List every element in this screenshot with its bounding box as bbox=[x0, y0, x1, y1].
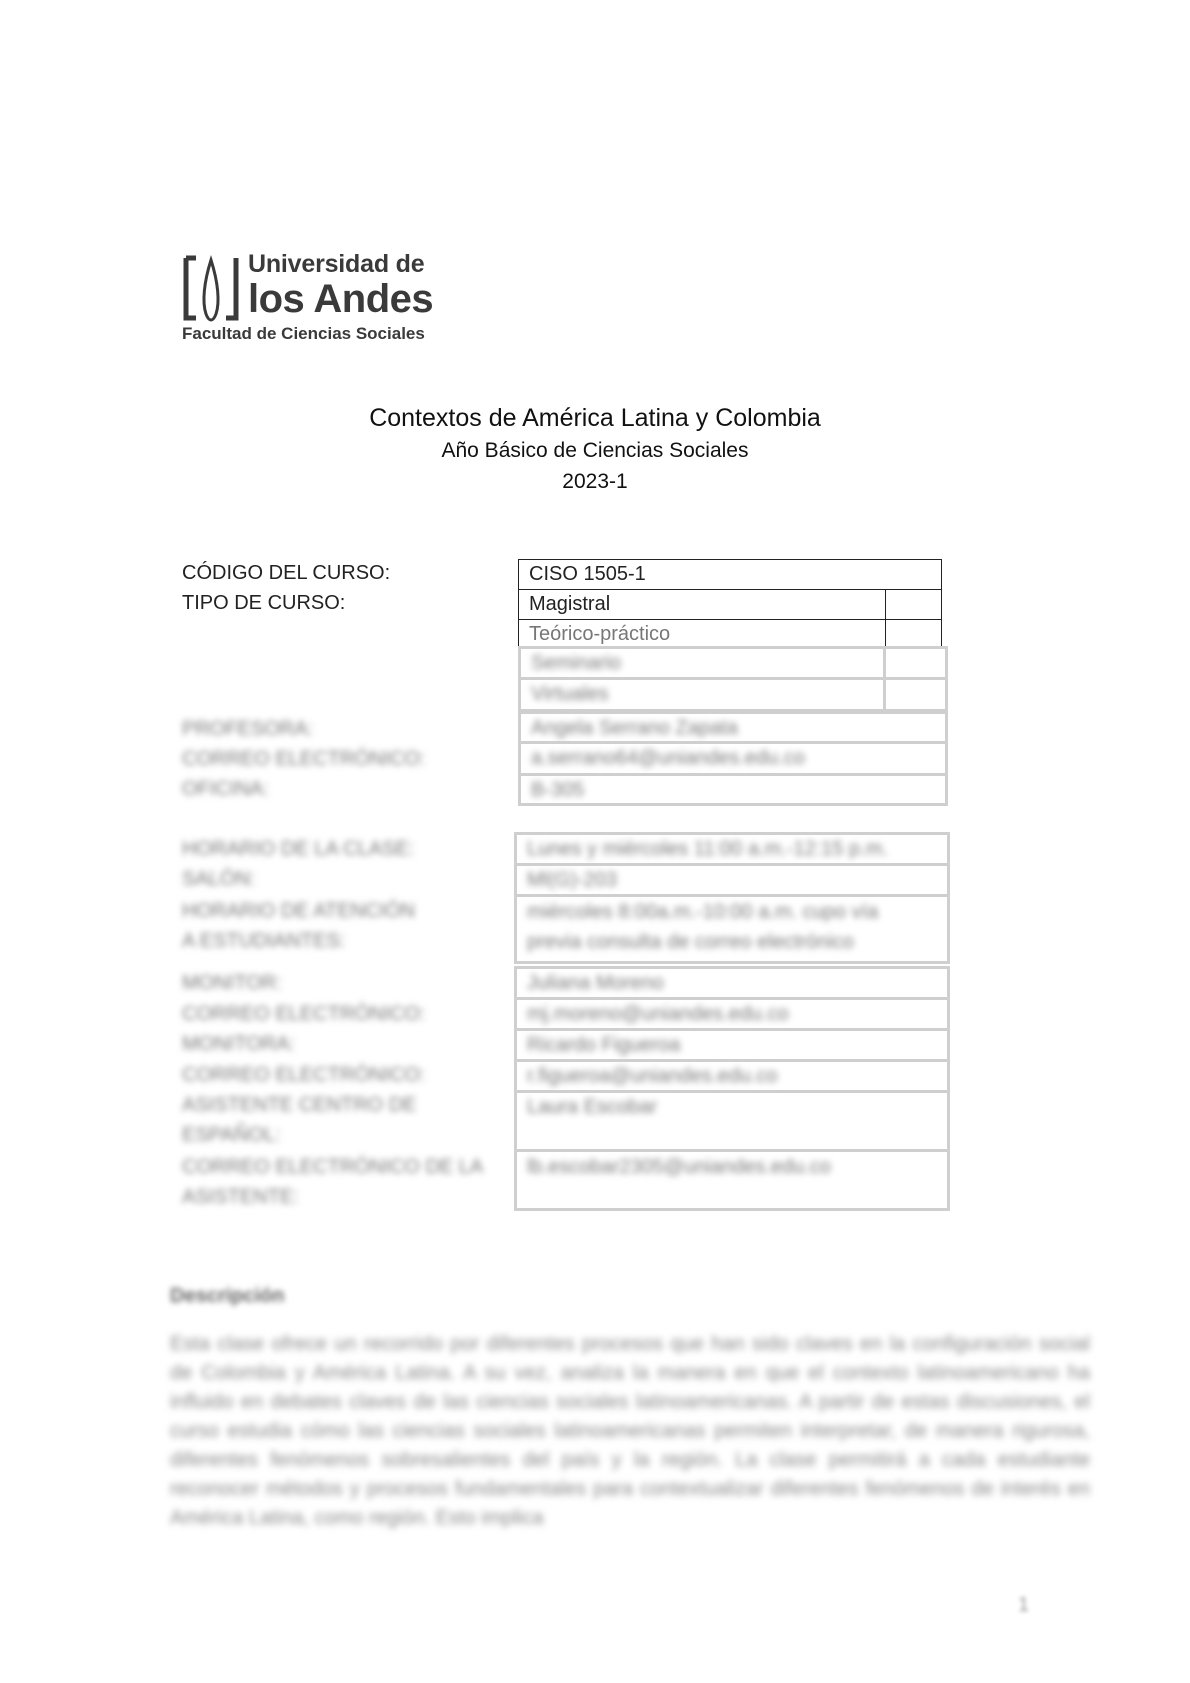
monitor-email-label: CORREO ELECTRÓNICO: bbox=[182, 1003, 426, 1025]
description-body: Esta clase ofrece un recorrido por diferentes procesos que han sido claves en la configuración social de Colombia y América Latina. A su vez, analiza la manera en que el contexto latinoamericano ha influido en debates claves de las ciencias sociales latinoamericanas. A partir de estas discusiones, el curso estudia cómo las ciencias sociales latinoamericanas permiten interpretar, de manera rigurosa, diferentes fenómenos sobresalientes del país y la región. La clase permitirá a cada estudiante reconocer métodos y procesos fundamentales para contextualizar diferentes fenómenos de interés en América Latina, como región. Esto implica bbox=[170, 1333, 1090, 1529]
course-type-checkbox-magistral bbox=[885, 589, 942, 620]
assistant-label-line1: ASISTENTE CENTRO DE bbox=[182, 1094, 417, 1116]
room-value: Ml(G)-203 bbox=[514, 863, 950, 897]
assistant-email-value: lb.escobar2305@uniandes.edu.co bbox=[514, 1149, 950, 1211]
logo-text-universidad: Universidad de bbox=[248, 250, 425, 278]
course-title: Contextos de América Latina y Colombia bbox=[369, 404, 821, 432]
monitor-value: Juliana Moreno bbox=[514, 966, 950, 1000]
attention-value-line1: miércoles 8:00a.m.-10:00 a.m. cupo vía bbox=[527, 901, 879, 923]
assistant-email-label-line1: CORREO ELECTRÓNICO DE LA bbox=[182, 1156, 484, 1178]
los-andes-emblem-icon bbox=[182, 252, 240, 324]
logo-text-los-andes: los Andes bbox=[248, 277, 434, 321]
course-type-label: TIPO DE CURSO: bbox=[182, 592, 346, 614]
course-type-checkbox-teorico-practico bbox=[885, 619, 942, 647]
office-value: B-305 bbox=[518, 773, 948, 806]
page-number: 1 bbox=[1018, 1594, 1030, 1616]
course-type-option-seminario: Seminario bbox=[518, 646, 886, 680]
professor-value: Angela Serrano Zapata bbox=[518, 711, 948, 744]
professor-email-label: CORREO ELECTRÓNICO: bbox=[182, 748, 426, 770]
term-label: 2023-1 bbox=[562, 470, 628, 493]
monitora-value: Ricardo Figueroa bbox=[514, 1028, 950, 1062]
attention-label-line1: HORARIO DE ATENCIÓN bbox=[182, 900, 415, 922]
professor-email-value: a.serrano64@uniandes.edu.co bbox=[518, 741, 948, 776]
assistant-value: Laura Escobar bbox=[514, 1090, 950, 1152]
monitora-email-label: CORREO ELECTRÓNICO: bbox=[182, 1064, 426, 1086]
assistant-email-label-line2: ASISTENTE: bbox=[182, 1186, 299, 1208]
logo-text-facultad: Facultad de Ciencias Sociales bbox=[182, 324, 425, 343]
course-type-checkbox-virtuales bbox=[883, 677, 948, 712]
monitora-email-value: r.figueroa@uniandes.edu.co bbox=[514, 1059, 950, 1093]
class-schedule-value: Lunes y miércoles 11:00 a.m.-12:15 p.m. bbox=[514, 832, 950, 866]
class-schedule-label: HORARIO DE LA CLASE: bbox=[182, 838, 415, 860]
course-type-option-magistral: Magistral bbox=[518, 589, 886, 620]
university-logo bbox=[182, 250, 434, 346]
monitor-email-value: mj.moreno@uniandes.edu.co bbox=[514, 997, 950, 1031]
professor-label: PROFESORA: bbox=[182, 718, 314, 740]
course-type-option-teorico-practico: Teórico-práctico bbox=[518, 619, 886, 647]
monitor-label: MONITOR: bbox=[182, 972, 282, 994]
room-label: SALÓN: bbox=[182, 868, 256, 890]
assistant-label-line2: ESPAÑOL: bbox=[182, 1124, 281, 1146]
monitora-label: MONITORA: bbox=[182, 1033, 295, 1055]
course-code-value: CISO 1505-1 bbox=[518, 559, 942, 590]
office-label: OFICINA: bbox=[182, 778, 269, 800]
attention-label-line2: A ESTUDIANTES: bbox=[182, 930, 346, 952]
course-type-option-virtuales: Virtuales bbox=[518, 677, 886, 712]
description-heading: Descripción bbox=[170, 1285, 285, 1307]
course-type-checkbox-seminario bbox=[883, 646, 948, 680]
program-subtitle: Año Básico de Ciencias Sociales bbox=[441, 439, 749, 462]
course-code-label: CÓDIGO DEL CURSO: bbox=[182, 562, 391, 584]
attention-value-line2: previa consulta de correo electrónico bbox=[527, 931, 854, 953]
attention-value bbox=[514, 894, 950, 964]
document-title-block bbox=[0, 400, 1190, 498]
